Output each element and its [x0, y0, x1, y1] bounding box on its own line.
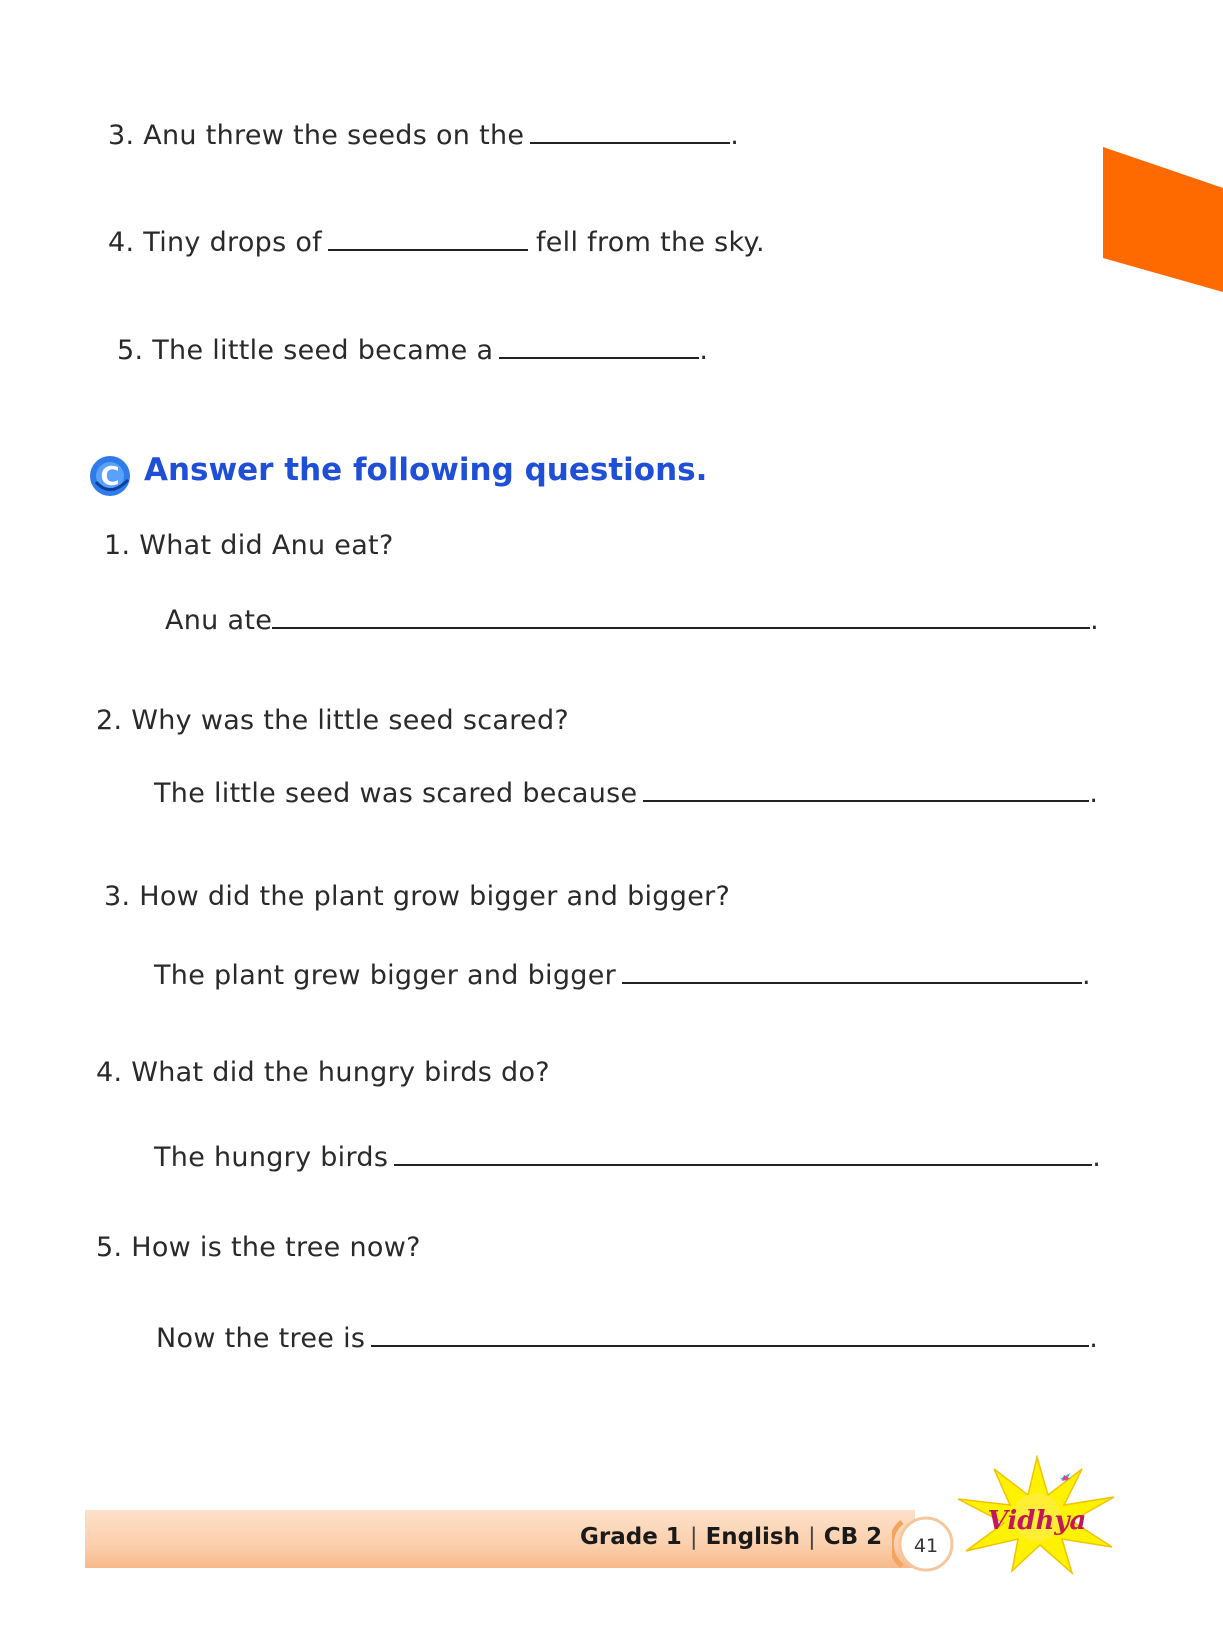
- fill-blank-3-end: .: [730, 120, 740, 151]
- answer-blank[interactable]: [499, 356, 699, 359]
- answer-4: [154, 1142, 1101, 1173]
- footer-separator: |: [807, 1524, 816, 1550]
- answer-5-end: .: [1089, 1323, 1099, 1354]
- answer-4-end: .: [1092, 1142, 1102, 1173]
- footer-separator: |: [689, 1524, 698, 1550]
- section-c-badge-letter: C: [100, 462, 120, 492]
- fill-blank-4: [108, 227, 765, 258]
- answer-1-prompt: Anu ate: [165, 605, 273, 636]
- fill-blank-3: [108, 120, 739, 151]
- answer-3-prompt: The plant grew bigger and bigger: [154, 960, 617, 991]
- fill-blank-3-text: 3. Anu threw the seeds on the: [108, 120, 525, 151]
- footer-label: [580, 1524, 882, 1550]
- answer-5-prompt: Now the tree is: [156, 1323, 366, 1354]
- vidhya-logo: [952, 1455, 1122, 1575]
- answer-blank[interactable]: [622, 981, 1082, 984]
- question-2: 2. Why was the little seed scared?: [96, 705, 570, 736]
- question-5: 5. How is the tree now?: [96, 1232, 421, 1263]
- question-3: 3. How did the plant grow bigger and bigger?: [104, 881, 731, 912]
- footer-grade: Grade 1: [580, 1524, 682, 1550]
- fill-blank-5: [117, 335, 708, 366]
- answer-2-end: .: [1089, 778, 1099, 809]
- footer-book: CB 2: [823, 1524, 883, 1550]
- answer-blank[interactable]: [394, 1163, 1092, 1166]
- answer-2: [154, 778, 1098, 809]
- answer-3: [154, 960, 1091, 991]
- section-c-title: Answer the following questions.: [144, 452, 708, 488]
- fill-blank-4-end: fell from the sky.: [535, 227, 765, 258]
- answer-4-prompt: The hungry birds: [154, 1142, 389, 1173]
- answer-blank[interactable]: [272, 626, 1090, 629]
- vidhya-logo-text: Vidhya: [987, 1506, 1087, 1536]
- answer-3-end: .: [1082, 960, 1091, 991]
- fill-blank-5-text: 5. The little seed became a: [117, 335, 494, 366]
- page-number-badge: [892, 1512, 956, 1576]
- section-c-badge-icon: [88, 452, 132, 500]
- fill-blank-4-text: 4. Tiny drops of: [108, 227, 322, 258]
- answer-blank[interactable]: [328, 248, 528, 251]
- answer-1-end: .: [1090, 605, 1100, 636]
- answer-blank[interactable]: [371, 1344, 1089, 1347]
- fill-blank-5-end: .: [699, 335, 709, 366]
- answer-5: [156, 1323, 1098, 1354]
- footer-subject: English: [705, 1524, 800, 1550]
- answer-1: [165, 605, 1099, 636]
- question-1: 1. What did Anu eat?: [104, 530, 394, 561]
- page-number: 41: [913, 1535, 939, 1557]
- answer-2-prompt: The little seed was scared because: [154, 778, 638, 809]
- answer-blank[interactable]: [530, 141, 730, 144]
- answer-blank[interactable]: [643, 799, 1089, 802]
- question-4: 4. What did the hungry birds do?: [96, 1057, 550, 1088]
